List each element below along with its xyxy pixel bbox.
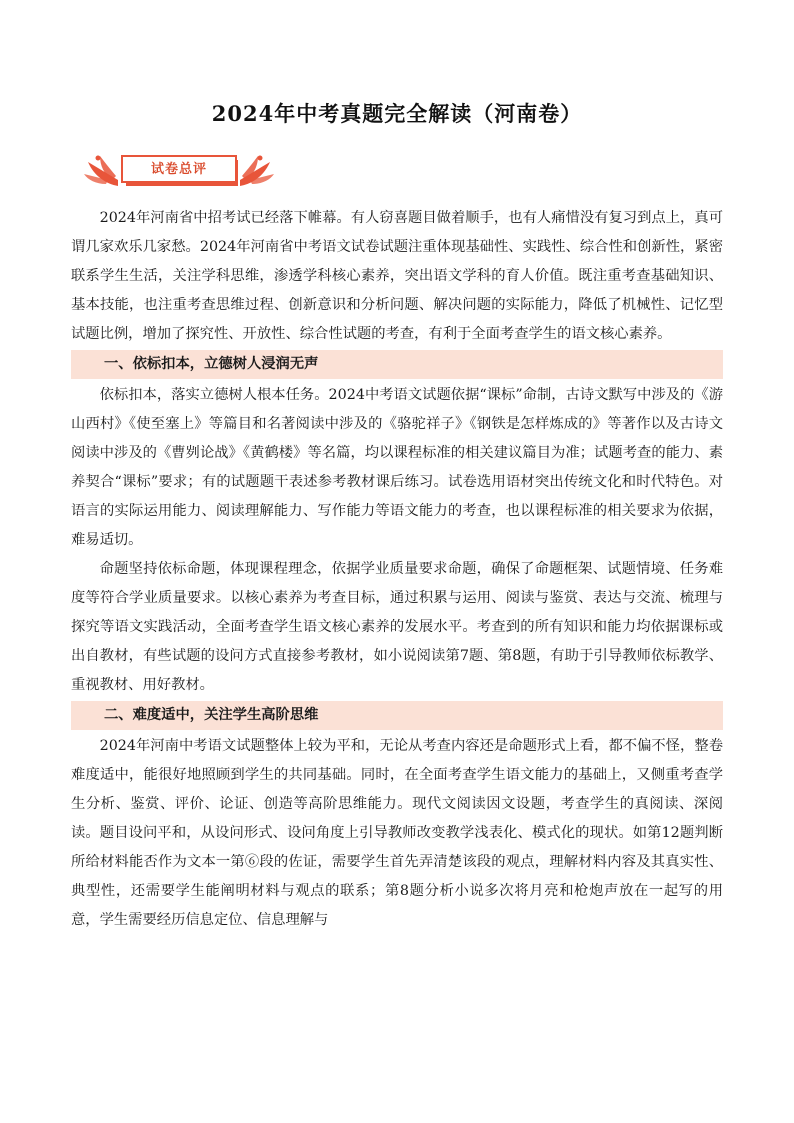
section-heading-1: 一、依标扣本，立德树人浸润无声 bbox=[71, 350, 723, 379]
section-heading-2: 二、难度适中，关注学生高阶思维 bbox=[71, 701, 723, 730]
section1-paragraph-2: 命题坚持依标命题，体现课程理念，依据学业质量要求命题，确保了命题框架、试题情境、任务难度等符合学业质量要求。以核心素养为考查目标，通过积累与运用、阅读与鉴赏、表达与交流、梳理与探究等语文实践活动，全面考查学生语文核心素养的发展水平。考查到的所有知识和能力均依据课标或出自教材，有些试题的设问方式直接参考教材，如小说阅读第7题、第8题，有助于引导教师依标教学、重视教材、用好教材。 bbox=[71, 561, 723, 693]
section1-paragraph-1: 依标扣本，落实立德树人根本任务。2024中考语文试题依据“课标”命制，古诗文默写中涉及的《游山西村》《使至塞上》等篇目和名著阅读中涉及的《骆驼祥子》《钢铁是怎样炼成的》等著作以及古诗文阅读中涉及的《曹刿论战》《黄鹤楼》等名篇，均以课程标准的相关建议篇目为准；试题考查的能力、素养契合“课标”要求；有的试题题干表述参考教材课后练习。试卷选用语材突出传统文化和时代特色。对语言的实际运用能力、阅读理解能力、写作能力等语文能力的考查，也以课程标准的相关要求为依据，难易适切。 bbox=[71, 387, 723, 548]
section-badge bbox=[84, 150, 274, 192]
document-body bbox=[71, 204, 723, 935]
section2-paragraph-1: 2024年河南中考语文试题整体上较为平和，无论从考查内容还是命题形式上看，都不偏不怪，整卷难度适中，能很好地照顾到学生的共同基础。同时，在全面考查学生语文能力的基础上，又侧重考查学生分析、鉴赏、评价、论证、创造等高阶思维能力。现代文阅读因文设题，考查学生的真阅读、深阅读。题目设问平和，从设问形式、设问角度上引导教师改变教学浅表化、模式化的现状。如第12题判断所给材料能否作为文本一第⑥段的佐证，需要学生首先弄清楚该段的观点，理解材料内容及其真实性、典型性，还需要学生能阐明材料与观点的联系；第8题分析小说多次将月亮和枪炮声放在一起写的用意，学生需要经历信息定位、信息理解与 bbox=[71, 738, 723, 928]
intro-paragraph: 2024年河南省中招考试已经落下帷幕。有人窃喜题目做着顺手，也有人痛惜没有复习到点上，真可谓几家欢乐几家愁。2024年河南省中考语文试卷试题注重体现基础性、实践性、综合性和创新性，紧密联系学生生活，关注学科思维，渗透学科核心素养，突出语文学科的育人价值。既注重考查基础知识、基本技能，也注重考查思维过程、创新意识和分析问题、解决问题的实际能力，降低了机械性、记忆型试题比例，增加了探究性、开放性、综合性试题的考查，有利于全面考查学生的语文核心素养。 bbox=[71, 210, 723, 342]
badge-label: 试卷总评 bbox=[150, 162, 207, 177]
page-title: 2024年中考真题完全解读（河南卷） bbox=[211, 101, 583, 126]
